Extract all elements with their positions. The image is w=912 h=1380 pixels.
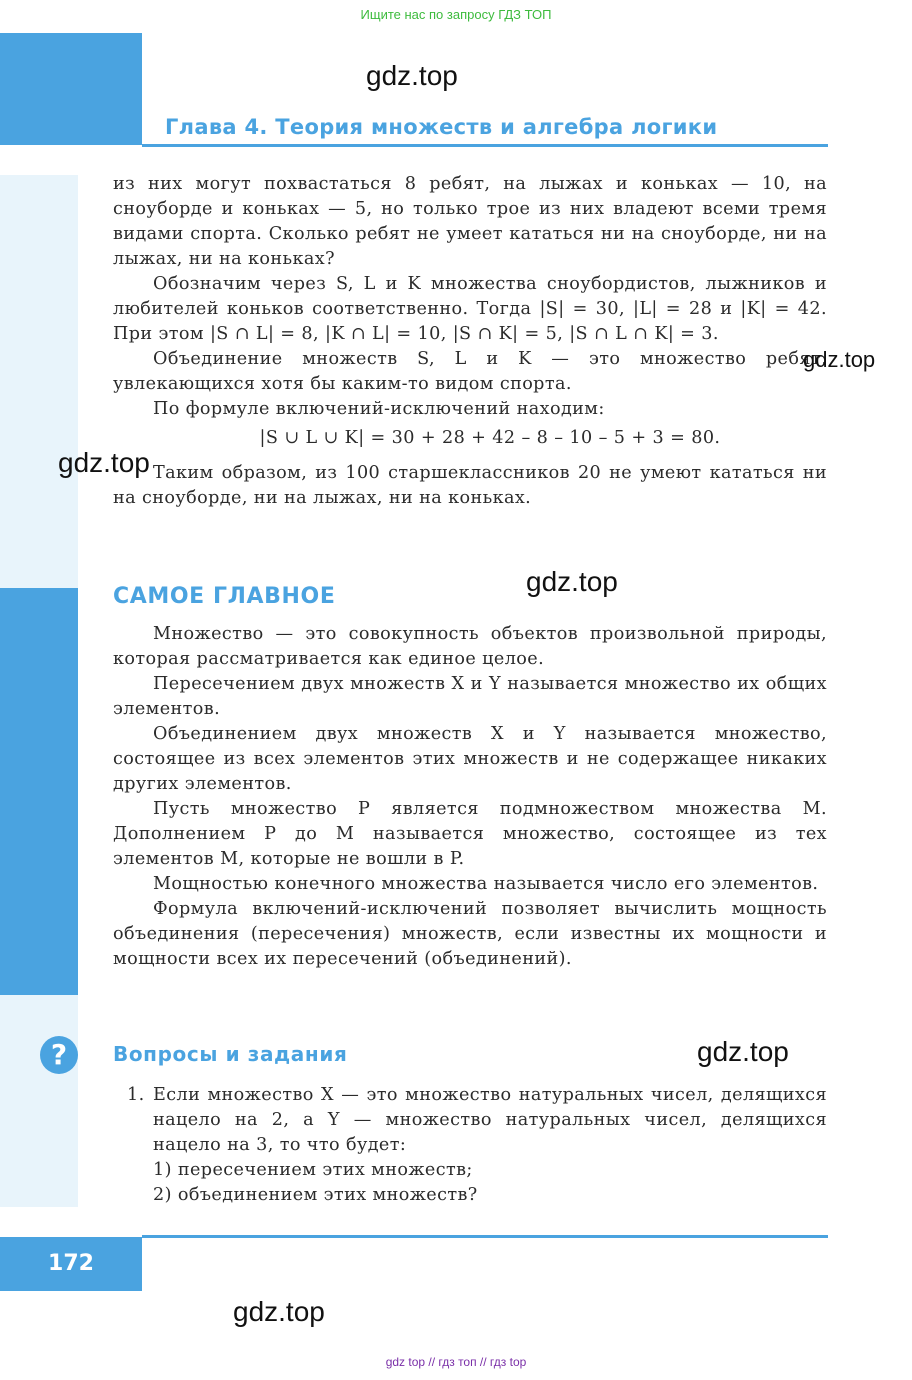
task-statement: Если множество X — это множество натуральных чисел, делящихся нацело на 2, а Y — множество натуральных чисел, делящихся нацело на 3, то что будет:	[153, 1085, 827, 1155]
paragraph: из них могут похвастаться 8 ребят, на лыжах и коньках — 10, на сноуборде и коньках — 5, но только трое из них владеют всеми тремя видами спорта. Сколько ребят не умеет кататься ни на сноуборде, ни на лыжах, ни на коньках?	[113, 174, 827, 269]
watermark: gdz.top	[526, 566, 618, 597]
watermark: gdz.top	[803, 347, 876, 372]
formula: |S ∪ L ∪ K| = 30 + 28 + 42 – 8 – 10 – 5 + 3 = 80.	[259, 428, 721, 448]
header-rule	[142, 144, 828, 147]
watermark: gdz.top	[233, 1296, 325, 1327]
paragraph: Объединение множеств S, L и K — это множество ребят, увлекающихся хотя бы каким-то видом спорта.	[113, 349, 827, 394]
watermark: gdz.top	[366, 60, 458, 91]
header-corner-block	[0, 33, 142, 145]
task-text	[153, 1083, 827, 1208]
task-number: 1.	[127, 1085, 145, 1105]
task-list	[113, 1083, 827, 1208]
summary-item: Пусть множество P является подмножеством множества M. Дополнением P до M называется множество, состоящее из тех элементов M, которые не вошли в P.	[113, 799, 827, 869]
summary-list	[113, 622, 827, 972]
questions-title: Вопросы и задания	[113, 1042, 348, 1066]
page-number: 172	[0, 1237, 142, 1291]
paragraph: По формуле включений-исключений находим:	[153, 399, 605, 419]
task-subitem: 2) объединением этих множеств?	[153, 1185, 478, 1205]
top-banner: Ищите нас по запросу ГДЗ ТОП	[360, 7, 552, 22]
paragraph: Обозначим через S, L и K множества сноубордистов, лыжников и любителей коньков соответственно. Тогда |S| = 30, |L| = 28 и |K| = 42. При этом |S ∩ L| = 8, |K ∩ L| = 10, |S ∩ K| = 5, |S ∩ L ∩ K| = 3.	[113, 274, 827, 344]
side-band-pale	[0, 175, 78, 588]
summary-item: Множество — это совокупность объектов произвольной природы, которая рассматривается как единое целое.	[113, 624, 827, 669]
summary-item: Объединением двух множеств X и Y называется множество, состоящее из всех элементов этих множеств и не содержащее никаких других элементов.	[113, 724, 827, 794]
example-solution	[113, 172, 827, 511]
chapter-title: Глава 4. Теория множеств и алгебра логики	[165, 115, 718, 139]
summary-item: Формула включений-исключений позволяет вычислить мощность объединения (пересечения) множеств, если известны их мощности и мощности всех их пересечений (объединений).	[113, 899, 827, 969]
summary-item: Пересечением двух множеств X и Y называется множество их общих элементов.	[113, 674, 827, 719]
side-band-blue	[0, 588, 78, 995]
side-band-pale	[0, 995, 78, 1207]
bottom-watermark-line: gdz top // гдз топ // гдз top	[385, 1355, 527, 1369]
task-subitem: 1) пересечением этих множеств;	[153, 1160, 473, 1180]
summary-title: САМОЕ ГЛАВНОЕ	[113, 584, 336, 609]
question-icon: ?	[40, 1036, 78, 1074]
watermark: gdz.top	[58, 447, 150, 478]
footer-rule	[142, 1235, 828, 1238]
watermark: gdz.top	[697, 1036, 789, 1067]
paragraph: Таким образом, из 100 старшеклассников 20 не умеют кататься ни на сноуборде, ни на лыжах, ни на коньках.	[113, 463, 827, 508]
summary-item: Мощностью конечного множества называется число его элементов.	[153, 874, 819, 894]
